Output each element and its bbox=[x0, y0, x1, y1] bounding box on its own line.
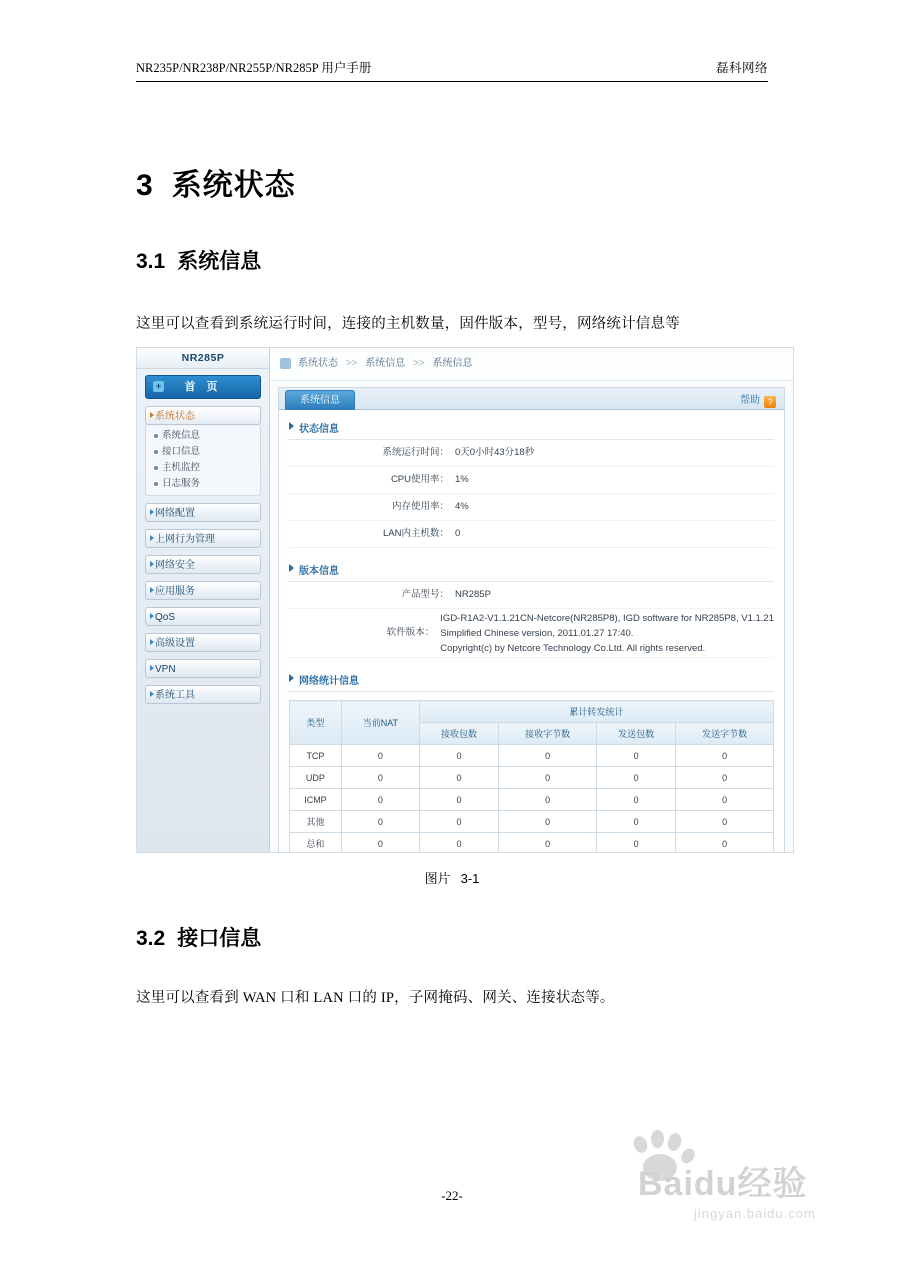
panel-tabbar bbox=[279, 388, 784, 410]
cell-rx-bytes: 0 bbox=[499, 789, 597, 811]
sidebar-subitem-log-service[interactable] bbox=[146, 476, 260, 492]
router-sidebar bbox=[137, 348, 270, 852]
status-row-memory bbox=[289, 494, 774, 521]
help-link[interactable] bbox=[740, 391, 776, 408]
row-value: 0天0小时43分18秒 bbox=[455, 447, 535, 458]
col-rx-bytes: 接收字节数 bbox=[499, 723, 597, 745]
figure-caption bbox=[136, 868, 768, 887]
router-ui-figure bbox=[136, 347, 794, 853]
section-3-2-text: 接口信息 bbox=[177, 927, 262, 950]
cell-tx-bytes: 0 bbox=[676, 745, 774, 767]
breadcrumb bbox=[270, 348, 793, 381]
sidebar-item-application-service[interactable] bbox=[145, 581, 261, 600]
sidebar-item-label: 上网行为管理 bbox=[155, 534, 215, 545]
breadcrumb-item-3[interactable]: 系统信息 bbox=[432, 358, 473, 369]
plus-icon: + bbox=[153, 381, 164, 392]
cell-rx-packets: 0 bbox=[419, 811, 498, 833]
page-title-number: 3 bbox=[136, 169, 154, 202]
cell-rx-bytes: 0 bbox=[499, 833, 597, 854]
tab-system-info[interactable]: 系统信息 bbox=[285, 390, 355, 410]
software-line-1: IGD-R1A2-V1.1.21CN-Netcore(NR285P8), IGD software for NR285P8, V1.1.21 bbox=[440, 612, 774, 624]
software-line-2: Simplified Chinese version, 2011.01.27 17:40. bbox=[440, 627, 634, 639]
system-info-panel bbox=[278, 387, 785, 853]
sidebar-item-label: 网络安全 bbox=[155, 560, 195, 571]
breadcrumb-item-2[interactable]: 系统信息 bbox=[365, 358, 406, 369]
version-row-model bbox=[289, 582, 774, 609]
col-rx-packets: 接收包数 bbox=[419, 723, 498, 745]
network-stats-title: 网络统计信息 bbox=[299, 676, 359, 687]
sidebar-home-label: 首 页 bbox=[184, 381, 222, 393]
page-title-text: 系统状态 bbox=[171, 169, 296, 202]
header-left-text: NR235P/NR238P/NR255P/NR285P 用户手册 bbox=[136, 61, 372, 75]
sidebar-item-advanced-settings[interactable] bbox=[145, 633, 261, 652]
chevron-right-icon bbox=[150, 535, 154, 541]
table-header-row-1 bbox=[290, 701, 774, 723]
chevron-right-icon bbox=[150, 665, 154, 671]
cell-nat: 0 bbox=[341, 745, 419, 767]
table-row bbox=[290, 745, 774, 767]
row-value bbox=[440, 611, 774, 656]
section-3-1-number: 3.1 bbox=[136, 250, 166, 273]
sidebar-subitem-label: 接口信息 bbox=[162, 446, 201, 457]
sidebar-subitems-system-status bbox=[145, 426, 261, 496]
cell-nat: 0 bbox=[341, 789, 419, 811]
cell-rx-bytes: 0 bbox=[499, 767, 597, 789]
triangle-icon bbox=[289, 422, 294, 430]
section-heading-3-1 bbox=[136, 245, 261, 275]
sidebar-item-label: 系统工具 bbox=[155, 690, 195, 701]
divider bbox=[289, 691, 774, 692]
table-row bbox=[290, 789, 774, 811]
status-row-cpu bbox=[289, 467, 774, 494]
cell-tx-packets: 0 bbox=[596, 811, 675, 833]
sidebar-subitem-interface-info[interactable] bbox=[146, 444, 260, 460]
cell-tx-packets: 0 bbox=[596, 789, 675, 811]
sidebar-item-behavior-management[interactable] bbox=[145, 529, 261, 548]
triangle-icon bbox=[289, 674, 294, 682]
home-icon bbox=[280, 358, 291, 369]
sidebar-item-system-status[interactable] bbox=[145, 406, 261, 425]
bullet-icon bbox=[154, 466, 158, 470]
cell-rx-packets: 0 bbox=[419, 745, 498, 767]
row-value: 4% bbox=[455, 501, 469, 512]
cell-tx-bytes: 0 bbox=[676, 833, 774, 854]
page-header bbox=[136, 58, 768, 82]
sidebar-item-label: VPN bbox=[155, 664, 176, 675]
chevron-right-icon bbox=[150, 412, 154, 418]
section-heading-3-2 bbox=[136, 922, 261, 952]
col-tx-packets: 发送包数 bbox=[596, 723, 675, 745]
row-value: 1% bbox=[455, 474, 469, 485]
cell-rx-packets: 0 bbox=[419, 767, 498, 789]
page-number: -22- bbox=[441, 1188, 463, 1203]
row-value: 0 bbox=[455, 528, 461, 539]
cell-type: ICMP bbox=[290, 789, 342, 811]
table-row bbox=[290, 833, 774, 854]
chevron-right-icon bbox=[150, 587, 154, 593]
sidebar-item-system-tools[interactable] bbox=[145, 685, 261, 704]
baidu-watermark bbox=[628, 1128, 878, 1238]
watermark-text: Baidu经验 bbox=[638, 1165, 808, 1203]
col-type: 类型 bbox=[290, 701, 342, 745]
table-row bbox=[290, 811, 774, 833]
table-row bbox=[290, 767, 774, 789]
cell-tx-packets: 0 bbox=[596, 767, 675, 789]
page-title bbox=[136, 160, 296, 204]
router-content bbox=[270, 348, 793, 852]
chevron-right-icon bbox=[150, 509, 154, 515]
breadcrumb-item-1[interactable]: 系统状态 bbox=[298, 358, 338, 369]
section-3-2-paragraph: 这里可以查看到 WAN 口和 LAN 口的 IP，子网掩码、网关、连接状态等。 bbox=[136, 990, 615, 1006]
row-label: 内存使用率： bbox=[391, 501, 449, 512]
device-model-title: NR285P bbox=[137, 348, 269, 369]
cell-rx-packets: 0 bbox=[419, 833, 498, 854]
sidebar-item-network-security[interactable] bbox=[145, 555, 261, 574]
sidebar-subitem-system-info[interactable] bbox=[146, 428, 260, 444]
sidebar-item-qos[interactable] bbox=[145, 607, 261, 626]
watermark-subtext: jingyan.baidu.com bbox=[694, 1206, 816, 1221]
help-label: 帮助 bbox=[740, 395, 760, 406]
triangle-icon bbox=[289, 564, 294, 572]
status-row-uptime bbox=[289, 440, 774, 467]
sidebar-item-vpn[interactable] bbox=[145, 659, 261, 678]
cell-rx-bytes: 0 bbox=[499, 745, 597, 767]
software-line-3: Copyright(c) by Netcore Technology Co.Ltd. All rights reserved. bbox=[440, 642, 706, 654]
bullet-icon bbox=[154, 450, 158, 454]
chevron-right-icon bbox=[150, 561, 154, 567]
row-label: 产品型号： bbox=[401, 589, 449, 600]
breadcrumb-separator: >> bbox=[345, 358, 358, 369]
status-row-lan-hosts bbox=[289, 521, 774, 548]
sidebar-subitem-label: 系统信息 bbox=[162, 430, 201, 441]
cell-type: 其他 bbox=[290, 811, 342, 833]
version-row-software bbox=[289, 609, 774, 658]
chevron-right-icon bbox=[150, 613, 154, 619]
cell-nat: 0 bbox=[341, 833, 419, 854]
sidebar-home-button[interactable] bbox=[145, 375, 261, 399]
sidebar-subitem-label: 日志服务 bbox=[162, 478, 201, 489]
col-group-forward-stats: 累计转发统计 bbox=[419, 701, 773, 723]
sidebar-subitem-label: 主机监控 bbox=[162, 462, 201, 473]
cell-tx-packets: 0 bbox=[596, 833, 675, 854]
cell-tx-packets: 0 bbox=[596, 745, 675, 767]
figure-caption-label: 图片 bbox=[424, 871, 451, 886]
chevron-right-icon bbox=[150, 639, 154, 645]
cell-type: UDP bbox=[290, 767, 342, 789]
cell-nat: 0 bbox=[341, 767, 419, 789]
chevron-right-icon bbox=[150, 691, 154, 697]
figure-caption-number: 3-1 bbox=[460, 871, 480, 886]
status-info-heading bbox=[289, 420, 784, 435]
section-3-1-paragraph: 这里可以查看到系统运行时间，连接的主机数量，固件版本，型号，网络统计信息等 bbox=[136, 316, 680, 332]
row-label: CPU使用率： bbox=[390, 474, 449, 485]
breadcrumb-separator: >> bbox=[413, 358, 425, 369]
sidebar-item-label: 高级设置 bbox=[155, 638, 195, 649]
bullet-icon bbox=[154, 434, 158, 438]
question-icon: ? bbox=[764, 396, 776, 408]
col-tx-bytes: 发送字节数 bbox=[676, 723, 774, 745]
cell-tx-bytes: 0 bbox=[676, 789, 774, 811]
row-label: LAN内主机数： bbox=[383, 528, 449, 539]
sidebar-subitem-host-monitor[interactable] bbox=[146, 460, 260, 476]
row-label: 软件版本： bbox=[386, 627, 435, 638]
status-info-title: 状态信息 bbox=[299, 424, 339, 435]
cell-type: 总和 bbox=[290, 833, 342, 854]
sidebar-item-label: 应用服务 bbox=[155, 586, 195, 597]
cell-tx-bytes: 0 bbox=[676, 767, 774, 789]
sidebar-item-label: QoS bbox=[155, 612, 176, 623]
cell-tx-bytes: 0 bbox=[676, 811, 774, 833]
sidebar-item-label: 系统状态 bbox=[155, 411, 195, 422]
header-right-text: 磊科网络 bbox=[715, 61, 768, 75]
cell-nat: 0 bbox=[341, 811, 419, 833]
bullet-icon bbox=[154, 482, 158, 486]
sidebar-item-network-config[interactable] bbox=[145, 503, 261, 522]
version-info-title: 版本信息 bbox=[299, 566, 339, 577]
section-3-2-number: 3.2 bbox=[136, 927, 166, 950]
row-value: NR285P bbox=[455, 589, 491, 600]
network-stats-table bbox=[289, 700, 774, 853]
section-3-1-text: 系统信息 bbox=[177, 250, 262, 273]
col-current-nat: 当前NAT bbox=[341, 701, 419, 745]
row-label: 系统运行时间： bbox=[382, 447, 449, 458]
version-info-heading bbox=[289, 562, 784, 577]
cell-rx-packets: 0 bbox=[419, 789, 498, 811]
cell-type: TCP bbox=[290, 745, 342, 767]
network-stats-heading bbox=[289, 672, 784, 687]
sidebar-item-label: 网络配置 bbox=[155, 508, 195, 519]
cell-rx-bytes: 0 bbox=[499, 811, 597, 833]
